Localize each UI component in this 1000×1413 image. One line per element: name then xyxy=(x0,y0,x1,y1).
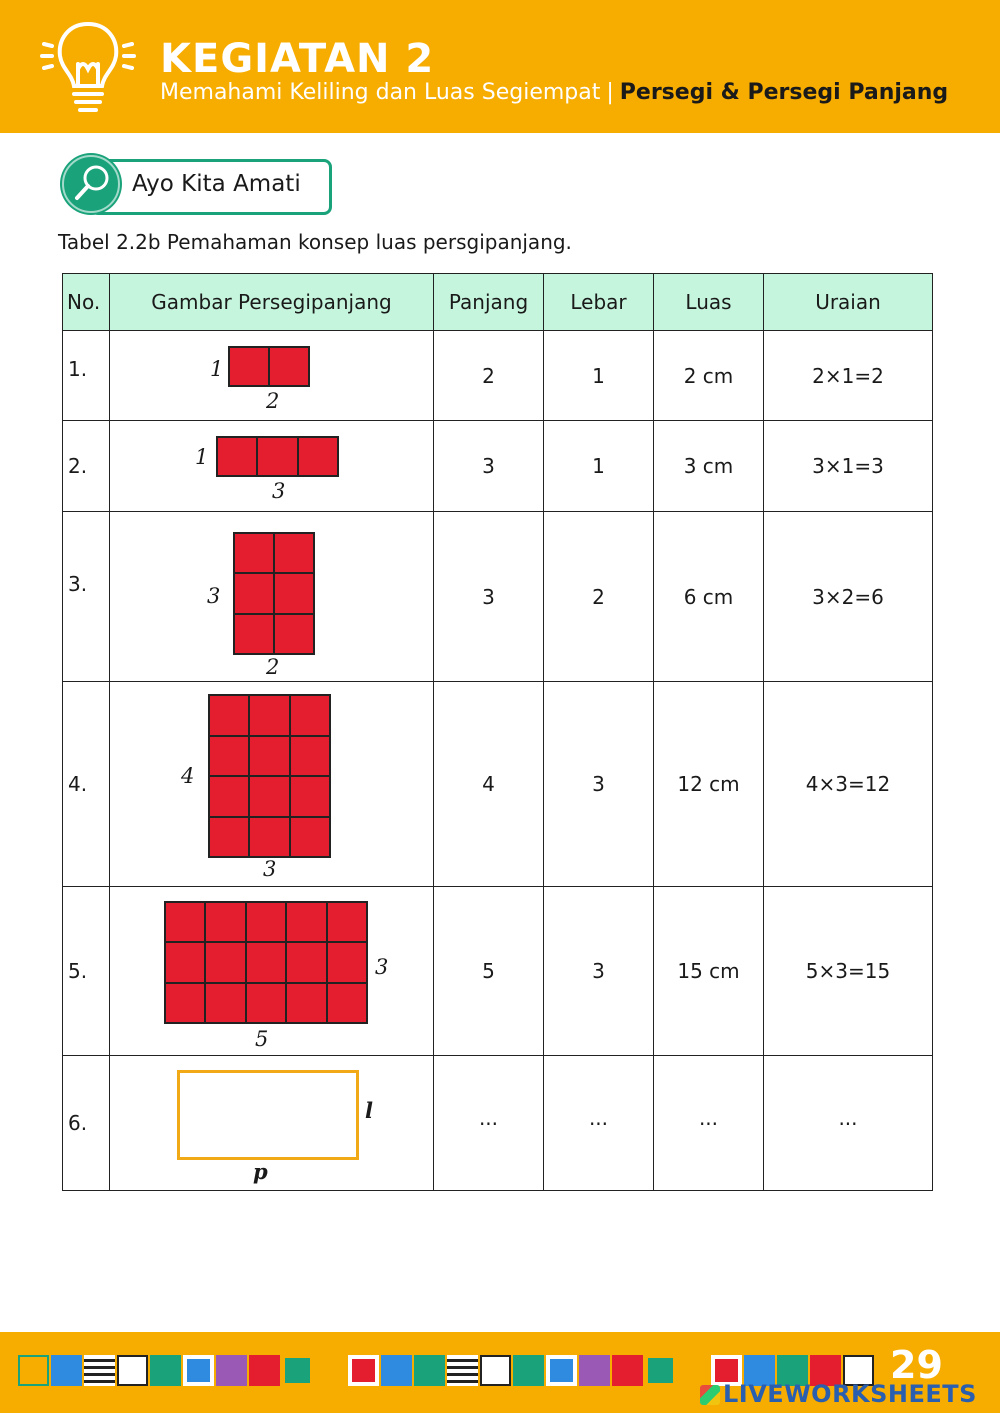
pattern-tile xyxy=(579,1355,610,1386)
unit-square xyxy=(209,776,249,817)
page-header xyxy=(0,0,1000,133)
row-number: 6. xyxy=(63,1056,110,1191)
header-no: No. xyxy=(63,274,110,331)
table-row xyxy=(63,331,933,421)
unit-square xyxy=(217,437,257,476)
unit-square xyxy=(286,983,326,1023)
section-badge xyxy=(60,153,330,217)
pattern-tile xyxy=(348,1355,379,1386)
unit-square xyxy=(269,347,309,386)
unit-square xyxy=(327,902,367,942)
unit-square xyxy=(290,776,330,817)
panjang-cell: 2 xyxy=(434,331,544,421)
pattern-tile xyxy=(117,1355,148,1386)
rectangle-figure xyxy=(110,421,434,512)
unit-grid xyxy=(216,436,339,477)
watermark xyxy=(700,1380,977,1408)
table-row xyxy=(63,1056,933,1191)
subtitle-highlight: Persegi & Persegi Panjang xyxy=(619,80,949,105)
luas-cell: 12 cm xyxy=(654,682,764,887)
unit-square xyxy=(249,776,289,817)
luas-cell: 6 cm xyxy=(654,512,764,682)
lebar-cell: 3 xyxy=(544,887,654,1056)
row-number: 4. xyxy=(63,682,110,887)
pattern-tile xyxy=(447,1355,478,1386)
header-uraian: Uraian xyxy=(764,274,933,331)
table-header-row xyxy=(63,274,933,331)
uraian-cell: 4×3=12 xyxy=(764,682,933,887)
subtitle-separator: | xyxy=(606,80,614,105)
lightbulb-icon xyxy=(38,14,138,119)
pattern-tile xyxy=(150,1355,181,1386)
side-label: 1 xyxy=(195,445,209,469)
badge-circle xyxy=(60,153,122,215)
rectangle-figure xyxy=(110,682,434,887)
bottom-label: 2 xyxy=(266,655,280,679)
unit-square xyxy=(234,614,274,654)
unit-square xyxy=(205,942,245,982)
panjang-cell: 4 xyxy=(434,682,544,887)
rectangle-figure xyxy=(110,887,434,1056)
table-row xyxy=(63,421,933,512)
panjang-cell: 5 xyxy=(434,887,544,1056)
rectangle-figure xyxy=(110,512,434,682)
table-caption: Tabel 2.2b Pemahaman konsep luas persgipanjang. xyxy=(58,230,572,254)
unit-square xyxy=(205,983,245,1023)
pattern-tile xyxy=(513,1355,544,1386)
magnifier-icon xyxy=(60,153,122,215)
pattern-tile xyxy=(546,1355,577,1386)
uraian-cell: 5×3=15 xyxy=(764,887,933,1056)
luas-cell: 15 cm xyxy=(654,887,764,1056)
bottom-label: 3 xyxy=(263,857,277,881)
panjang-cell: 3 xyxy=(434,512,544,682)
unit-square xyxy=(234,573,274,613)
unit-square xyxy=(274,573,314,613)
unit-square xyxy=(205,902,245,942)
unit-grid xyxy=(208,694,331,858)
pattern-tile xyxy=(414,1355,445,1386)
unit-square xyxy=(165,983,205,1023)
uraian-cell: 3×2=6 xyxy=(764,512,933,682)
table-row xyxy=(63,887,933,1056)
row-number: 5. xyxy=(63,887,110,1056)
header-lebar: Lebar xyxy=(544,274,654,331)
pattern-tile xyxy=(249,1355,280,1386)
unit-square xyxy=(249,736,289,777)
unit-square xyxy=(209,736,249,777)
unit-square xyxy=(298,437,338,476)
lebar-answer[interactable]: ... xyxy=(544,1056,654,1191)
pattern-tile xyxy=(84,1355,115,1386)
table-row xyxy=(63,512,933,682)
lebar-cell: 1 xyxy=(544,331,654,421)
unit-square xyxy=(327,942,367,982)
luas-answer[interactable]: ... xyxy=(654,1056,764,1191)
uraian-answer[interactable]: ... xyxy=(764,1056,933,1191)
subtitle-text: Memahami Keliling dan Luas Segiempat xyxy=(160,80,601,105)
unit-square xyxy=(290,817,330,858)
pattern-tile xyxy=(282,1355,313,1386)
unit-square xyxy=(165,942,205,982)
unit-square xyxy=(274,614,314,654)
side-label: 4 xyxy=(181,764,195,788)
pattern-tile xyxy=(612,1355,643,1386)
side-label: 1 xyxy=(210,357,224,381)
pattern-tile xyxy=(315,1355,346,1386)
pattern-tile xyxy=(480,1355,511,1386)
unit-square xyxy=(209,817,249,858)
area-table xyxy=(62,273,933,1191)
liveworksheets-logo-icon xyxy=(700,1385,720,1405)
pattern-tile xyxy=(183,1355,214,1386)
activity-subtitle xyxy=(160,80,948,105)
unit-square xyxy=(286,902,326,942)
bottom-label: 2 xyxy=(266,389,280,413)
badge-label: Ayo Kita Amati xyxy=(132,171,301,197)
unit-square xyxy=(290,736,330,777)
unit-square xyxy=(249,817,289,858)
panjang-answer[interactable]: ... xyxy=(434,1056,544,1191)
row-number: 1. xyxy=(63,331,110,421)
side-label: 3 xyxy=(207,584,221,608)
panjang-cell: 3 xyxy=(434,421,544,512)
lebar-cell: 3 xyxy=(544,682,654,887)
pattern-tile xyxy=(381,1355,412,1386)
unit-square xyxy=(249,695,289,736)
unit-square xyxy=(165,902,205,942)
bottom-label: p xyxy=(253,1159,268,1184)
unit-square xyxy=(246,902,286,942)
lebar-cell: 2 xyxy=(544,512,654,682)
unit-square xyxy=(286,942,326,982)
luas-cell: 2 cm xyxy=(654,331,764,421)
unit-square xyxy=(327,983,367,1023)
bottom-label: 3 xyxy=(272,479,286,503)
unit-square xyxy=(229,347,269,386)
unit-grid xyxy=(164,901,368,1024)
unit-square xyxy=(274,533,314,573)
header-gambar: Gambar Persegipanjang xyxy=(110,274,434,331)
header-luas: Luas xyxy=(654,274,764,331)
row-number: 2. xyxy=(63,421,110,512)
unit-grid xyxy=(228,346,310,387)
uraian-cell: 2×1=2 xyxy=(764,331,933,421)
side-label: 3 xyxy=(375,955,389,979)
bottom-label: 5 xyxy=(255,1027,269,1051)
empty-rectangle-outline xyxy=(177,1070,359,1160)
pattern-tile xyxy=(51,1355,82,1386)
unit-square xyxy=(234,533,274,573)
side-label: l xyxy=(365,1098,373,1123)
activity-title: KEGIATAN 2 xyxy=(160,36,435,82)
header-panjang: Panjang xyxy=(434,274,544,331)
rectangle-figure xyxy=(110,331,434,421)
pattern-tile xyxy=(645,1355,676,1386)
lebar-cell: 1 xyxy=(544,421,654,512)
watermark-text: LIVEWORKSHEETS xyxy=(723,1380,977,1408)
unit-square xyxy=(290,695,330,736)
rectangle-figure xyxy=(110,1056,434,1191)
unit-square xyxy=(257,437,297,476)
unit-square xyxy=(246,983,286,1023)
unit-square xyxy=(246,942,286,982)
page-number: 29 xyxy=(890,1343,943,1387)
unit-grid xyxy=(233,532,315,655)
pattern-tile xyxy=(216,1355,247,1386)
pattern-tile xyxy=(18,1355,49,1386)
row-number: 3. xyxy=(63,512,110,682)
unit-square xyxy=(209,695,249,736)
uraian-cell: 3×1=3 xyxy=(764,421,933,512)
luas-cell: 3 cm xyxy=(654,421,764,512)
table-row xyxy=(63,682,933,887)
